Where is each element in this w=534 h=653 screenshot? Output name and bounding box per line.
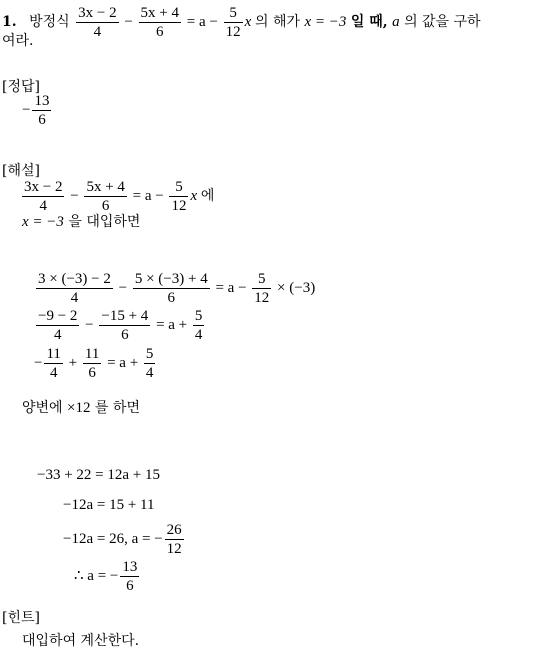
hint-text: 대입하여 계산한다. [22, 633, 140, 649]
question-line-2: 여라. [2, 33, 34, 49]
hint-label: [힌트] [2, 610, 40, 626]
answer-label: [정답] [2, 79, 40, 95]
fraction: $\frac{5x + 4}{6}$ [140, 5, 180, 40]
line-3: −12a = 26, a = − $\frac{26}{12}$ [63, 522, 182, 557]
substitute-line: x = −3 을 대입하면 [22, 214, 141, 230]
line-1: −33 + 22 = 12a + 15 [37, 467, 160, 483]
multiply-line: 양변에 ×12 를 하면 [22, 400, 140, 416]
step-2: $\frac{-9 - 2}{4}$ − $\frac{-15 + 4}{6}$ = a + $\frac{5}{4}$ [38, 308, 203, 343]
question-equation: $\frac{3x - 2}{4}$ − $\frac{5x + 4}{6}$ = a − $\frac{5}{12}$ x [78, 5, 252, 40]
line-4: ∴ a = − $\frac{13}{6}$ [74, 559, 138, 594]
fraction: $\frac{3x - 2}{4}$ [78, 5, 117, 40]
solution-equation: $\frac{3x - 2}{4}$ − $\frac{5x + 4}{6}$ = a − $\frac{5}{12}$ x 에 [24, 179, 215, 214]
solution-label: [해설] [2, 163, 40, 179]
line-2: −12a = 15 + 11 [63, 497, 155, 513]
question-number: 1. [2, 13, 17, 30]
fraction: $\frac{5}{12}$ [225, 5, 241, 40]
step-1: $\frac{3 \times (-3) - 2}{4}$ − $\frac{5 \times (-3) + 4}{6}$ = a − $\frac{5}{12}$ × (−3) [38, 271, 316, 306]
question-line-1: 1. 방정식 $\frac{3x - 2}{4}$ − $\frac{5x + 4}{6}$ = a − $\frac{5}{12}$ x 의 해가 x = −3 일 때, a 의 값을 구하 [2, 5, 481, 40]
step-3: − $\frac{11}{4}$ + $\frac{11}{6}$ = a + $\frac{5}{4}$ [34, 346, 154, 381]
question-prefix: 방정식 [29, 13, 70, 30]
answer-value: − $\frac{13}{6}$ [22, 93, 50, 128]
